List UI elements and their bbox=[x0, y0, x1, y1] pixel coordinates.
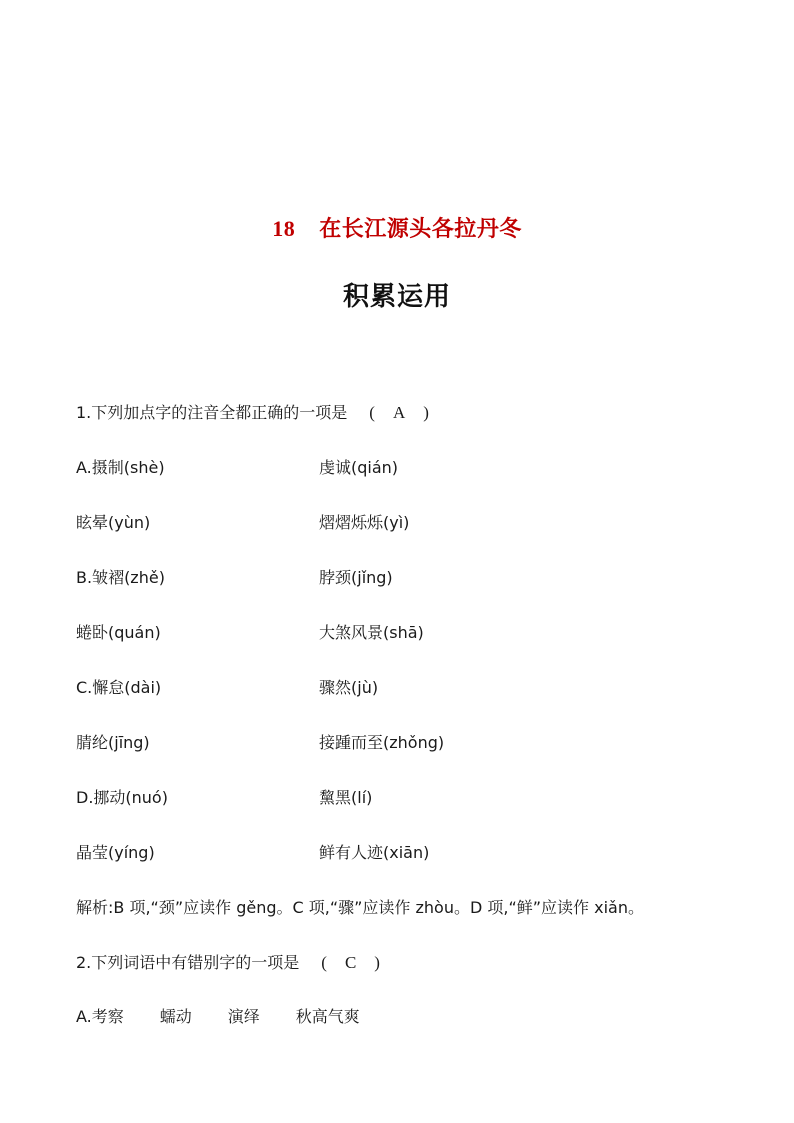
option-word: 演绎 bbox=[227, 1007, 260, 1026]
option-word: 蠕动 bbox=[159, 1007, 192, 1026]
question-2-stem bbox=[76, 952, 380, 974]
q1-analysis: 解析:B 项,“颈”应读作 gěng。C 项,“骤”应读作 zhòu。D 项,“鲜”应读作 xiǎn。 bbox=[76, 898, 644, 917]
option-cell: 眩晕(yùn) bbox=[76, 513, 151, 532]
lesson-title bbox=[0, 212, 794, 243]
q1-row-7 bbox=[76, 787, 373, 809]
lesson-number: 18 bbox=[272, 216, 296, 241]
lesson-title-text: 在长江源头各拉丹冬 bbox=[319, 217, 522, 242]
q1-row-4 bbox=[76, 622, 424, 644]
option-cell: 接踵而至(zhǒng) bbox=[319, 733, 445, 752]
question-text: 2.下列词语中有错别字的一项是 bbox=[76, 953, 300, 972]
option-cell: D.挪动(nuó) bbox=[76, 788, 168, 807]
option-cell: A.摄制(shè) bbox=[76, 458, 165, 477]
answer-letter: C bbox=[344, 953, 357, 972]
option-cell: 鲜有人迹(xiān) bbox=[319, 843, 430, 862]
option-cell: 骤然(jù) bbox=[319, 678, 379, 697]
answer-bracket: ( C ) bbox=[321, 953, 380, 972]
option-word: A.考察 bbox=[76, 1007, 124, 1026]
option-cell: 黧黑(lí) bbox=[319, 788, 373, 807]
question-text: 1.下列加点字的注音全都正确的一项是 bbox=[76, 403, 348, 422]
question-1-stem bbox=[76, 402, 429, 424]
q1-row-6 bbox=[76, 732, 445, 754]
q1-row-1 bbox=[76, 457, 399, 479]
option-cell: 脖颈(jǐng) bbox=[319, 568, 393, 587]
option-cell: B.皱褶(zhě) bbox=[76, 568, 165, 587]
section-title: 积累运用 bbox=[342, 282, 451, 312]
q1-row-8 bbox=[76, 842, 430, 864]
q2-option-a bbox=[76, 1006, 360, 1028]
option-cell: 虔诚(qián) bbox=[319, 458, 399, 477]
answer-letter: A bbox=[392, 403, 406, 422]
answer-bracket: ( A ) bbox=[369, 403, 429, 422]
option-cell: 蜷卧(quán) bbox=[76, 623, 161, 642]
option-cell: 晶莹(yíng) bbox=[76, 843, 155, 862]
option-word: 秋高气爽 bbox=[295, 1007, 360, 1026]
option-cell: C.懈怠(dài) bbox=[76, 678, 162, 697]
option-cell: 熠熠烁烁(yì) bbox=[319, 513, 410, 532]
option-cell: 腈纶(jīng) bbox=[76, 733, 150, 752]
option-cell: 大煞风景(shā) bbox=[319, 623, 424, 642]
q1-row-2 bbox=[76, 512, 410, 534]
q1-row-3 bbox=[76, 567, 393, 589]
q1-row-5 bbox=[76, 677, 379, 699]
